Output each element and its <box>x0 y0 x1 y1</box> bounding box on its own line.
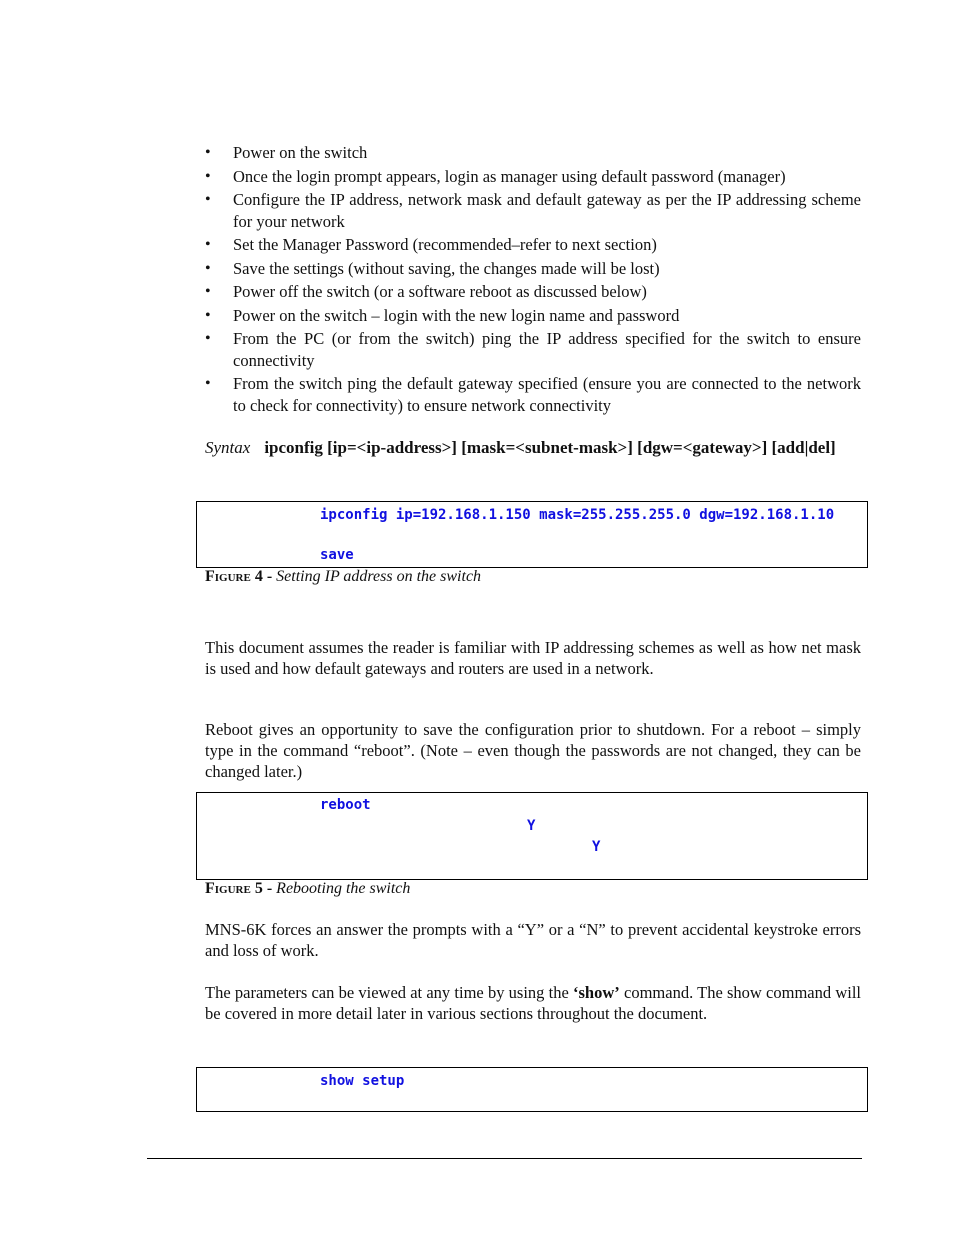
list-item: • Save the settings (without saving, the changes made will be lost) <box>205 258 660 278</box>
code-line-confirm-1: Y <box>527 818 536 834</box>
list-item: • Power off the switch (or a software reboot as discussed below) <box>205 282 647 301</box>
bullet-icon: • <box>205 191 211 208</box>
show-paragraph: The parameters can be viewed at any time by using the ‘show’ command. The show command will be covered in more detail later in various sections throughout the document. <box>205 983 861 1023</box>
list-item: • Configure the IP address, network mask and default gateway as per the IP addressing scheme for your network <box>205 190 861 231</box>
syntax-command: ipconfig [ip=<ip-address>] [mask=<subnet-mask>] [dgw=<gateway>] [add|del] <box>264 438 836 457</box>
bullet-icon: • <box>205 167 211 185</box>
list-item: • From the PC (or from the switch) ping the IP address specified for the switch to ensure connectivity <box>205 329 861 370</box>
code-line-confirm-2: Y <box>592 839 601 855</box>
figure-5-caption <box>205 880 410 898</box>
footer-divider <box>147 1158 862 1159</box>
show-command-inline: ‘show’ <box>573 983 620 1002</box>
syntax-line <box>205 437 861 459</box>
figure-title: Setting IP address on the switch <box>276 568 482 585</box>
list-item: • From the switch ping the default gateway specified (ensure you are connected to the network to check for connectivity) to ensure network connectivity <box>205 374 861 415</box>
code-box-show-setup <box>196 1067 868 1112</box>
list-item: • Set the Manager Password (recommended–refer to next section) <box>205 235 657 254</box>
code-line-save: save <box>320 547 354 563</box>
figure-label: Figure 5 - <box>205 880 277 897</box>
figure-title: Rebooting the switch <box>276 880 411 897</box>
code-box-ipconfig <box>196 501 868 568</box>
bullet-icon: • <box>205 144 211 161</box>
setup-steps-list <box>205 142 861 418</box>
figure-label: Figure 4 - <box>205 568 277 585</box>
bullet-icon: • <box>205 236 211 253</box>
figure-4-caption <box>205 568 481 586</box>
list-item: • Power on the switch <box>205 143 368 162</box>
bullet-icon: • <box>205 306 211 324</box>
code-line-ipconfig: ipconfig ip=192.168.1.150 mask=255.255.255.0 dgw=192.168.1.10 <box>320 507 835 523</box>
reboot-paragraph: Reboot gives an opportunity to save the configuration prior to shutdown. For a reboot – simply type in the command “reboot”. (Note – even though the passwords are not changed, they can be changed later.) <box>205 720 861 781</box>
bullet-icon: • <box>205 330 211 347</box>
code-line-show-setup: show setup <box>320 1073 405 1089</box>
yn-paragraph: MNS-6K forces an answer the prompts with a “Y” or a “N” to prevent accidental keystroke errors and loss of work. <box>205 920 861 960</box>
netmask-paragraph: This document assumes the reader is familiar with IP addressing schemes as well as how net mask is used and how default gateways and routers are used in a network. <box>205 638 861 678</box>
list-item: • Once the login prompt appears, login as manager using default password (manager) <box>205 166 786 186</box>
syntax-label: Syntax <box>205 438 251 457</box>
code-box-reboot <box>196 792 868 880</box>
bullet-icon: • <box>205 283 211 300</box>
code-line-reboot: reboot <box>320 797 371 813</box>
bullet-icon: • <box>205 259 211 277</box>
bullet-icon: • <box>205 375 211 392</box>
list-item: • Power on the switch – login with the new login name and password <box>205 305 680 325</box>
